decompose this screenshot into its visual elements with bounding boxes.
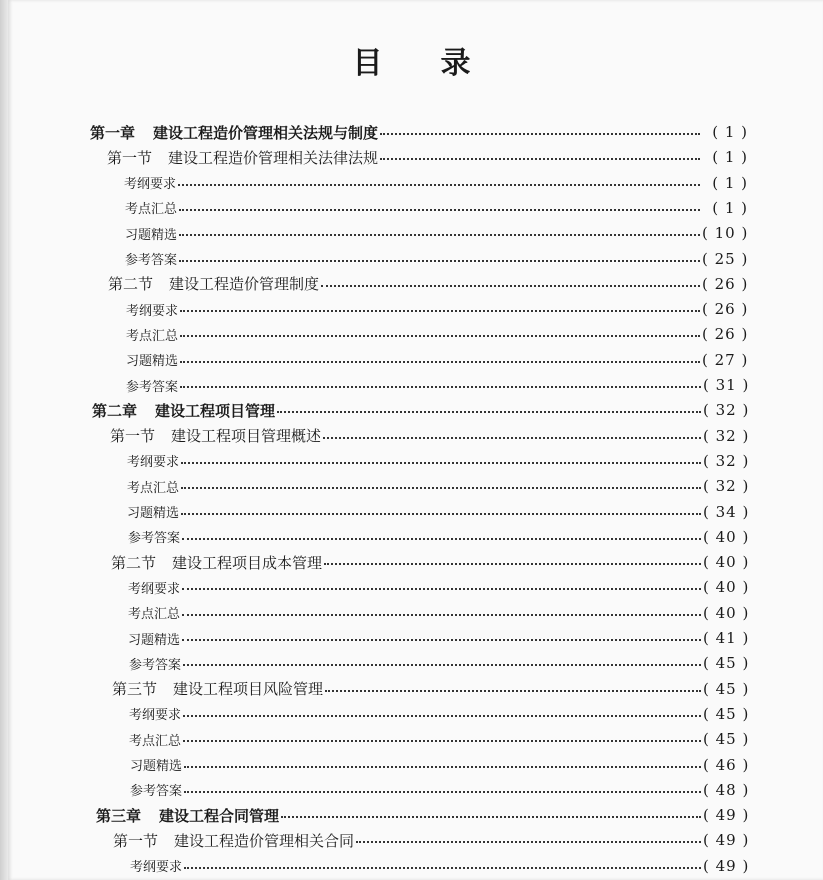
toc-entry-number: 第一节	[113, 831, 159, 850]
toc-entry-number: 第二章	[92, 401, 138, 420]
toc-entry-label	[125, 224, 177, 243]
dot-leader	[323, 437, 701, 439]
toc-entry-title: 参考答案	[125, 253, 178, 268]
dot-leader	[277, 411, 701, 413]
toc-page-number: ( 26 )	[702, 274, 748, 293]
toc-entry-title: 参考答案	[129, 657, 182, 673]
toc-entry-title: 习题精选	[130, 759, 183, 774]
toc-entry-title: 参考答案	[126, 379, 179, 395]
toc-entry-label	[130, 755, 182, 774]
toc-chapter-row	[90, 120, 748, 144]
dot-leader	[321, 285, 700, 287]
toc-chapter-row	[96, 803, 749, 827]
toc-page-number: ( 41 )	[703, 629, 749, 647]
toc-entry-label	[127, 477, 179, 496]
toc-page-number: ( 49 )	[703, 806, 749, 825]
toc-entry-label	[107, 147, 378, 168]
toc-section-row	[107, 145, 748, 169]
toc-entry-title: 习题精选	[127, 506, 180, 521]
toc-entry-label	[113, 830, 354, 851]
toc-entry-title: 考点汇总	[127, 480, 180, 496]
toc-entry-label	[110, 425, 321, 446]
toc-entry-label	[108, 273, 319, 294]
toc-entry-label	[129, 730, 181, 749]
toc-page-number: ( 45 )	[703, 654, 749, 673]
toc-page-number: ( 26 )	[702, 300, 748, 319]
toc-page-number: ( 26 )	[702, 325, 748, 344]
dot-leader	[182, 614, 701, 616]
dot-leader	[184, 791, 701, 793]
toc-entry-label	[127, 451, 179, 470]
toc-entry-title: 建设工程造价管理制度	[169, 275, 320, 294]
toc-entry-title: 建设工程项目成本管理	[172, 553, 323, 572]
toc-entry-label	[126, 376, 178, 395]
toc-page-number: ( 45 )	[703, 679, 749, 698]
toc-entry-title: 考点汇总	[128, 607, 181, 623]
toc-item-row	[128, 575, 749, 599]
dot-leader	[324, 563, 701, 565]
toc-entry-number: 第三节	[112, 680, 158, 699]
toc-page-number: ( 32 )	[703, 426, 749, 445]
toc-item-row	[125, 221, 748, 245]
toc-section-row	[113, 828, 749, 852]
toc-item-row	[130, 753, 749, 777]
dot-leader	[325, 690, 701, 692]
toc-entry-title: 建设工程项目管理概述	[171, 427, 322, 446]
dot-leader	[356, 841, 701, 843]
toc-entry-title: 考纲要求	[129, 708, 182, 724]
dot-leader	[180, 361, 700, 363]
toc-entry-number: 第一节	[107, 148, 153, 167]
toc-item-row	[126, 297, 748, 321]
toc-page-number: ( 40 )	[703, 527, 749, 546]
toc-entry-label	[125, 198, 177, 217]
toc-page-number: ( 48 )	[703, 780, 749, 799]
toc-entry-title: 考纲要求	[127, 455, 180, 471]
toc-entry-label	[92, 400, 275, 421]
toc-entry-label	[126, 325, 178, 344]
toc-item-row	[128, 525, 749, 549]
toc-item-row	[126, 348, 748, 372]
toc-item-row	[126, 322, 748, 346]
toc-entry-title: 考点汇总	[129, 733, 182, 749]
toc-entry-title: 建设工程造价管理相关法规与制度	[153, 123, 379, 142]
toc-entry-title: 习题精选	[128, 632, 181, 648]
toc-entry-title: 习题精选	[126, 354, 179, 370]
dot-leader	[182, 639, 701, 641]
toc-entry-title: 建设工程合同管理	[159, 806, 280, 825]
toc-page-number: ( 45 )	[703, 730, 749, 749]
toc-entry-label	[96, 805, 279, 826]
dot-leader	[183, 740, 701, 742]
dot-leader	[180, 386, 701, 388]
toc-entry-label	[112, 678, 323, 699]
toc-item-row	[127, 474, 749, 498]
toc-item-row	[130, 778, 749, 802]
toc-section-row	[108, 272, 748, 296]
toc-page-number: ( 32 )	[703, 451, 749, 470]
toc-entry-label	[128, 578, 180, 597]
dot-leader	[179, 260, 700, 262]
dot-leader	[179, 209, 700, 211]
toc-page-number: ( 49 )	[703, 856, 749, 875]
toc-item-row	[128, 626, 749, 650]
toc-page-number: ( 1 )	[712, 173, 748, 192]
dot-leader	[380, 158, 700, 160]
toc-entry-title: 考纲要求	[128, 581, 181, 597]
toc-section-row	[110, 424, 749, 448]
toc-page-number: ( 1 )	[712, 198, 748, 217]
toc-entry-title: 参考答案	[128, 531, 181, 547]
toc-item-row	[125, 247, 748, 271]
toc-item-row	[129, 651, 749, 675]
toc-entry-title: 考纲要求	[130, 860, 183, 876]
toc-page-number: ( 32 )	[703, 401, 749, 420]
toc-chapter-row	[92, 398, 749, 422]
toc-item-row	[127, 449, 749, 473]
dot-leader	[183, 715, 701, 717]
dot-leader	[178, 184, 700, 186]
toc-entry-title: 建设工程项目管理	[155, 401, 276, 420]
book-binding	[0, 0, 8, 880]
toc-entry-title: 考纲要求	[126, 303, 179, 319]
toc-page-number: ( 25 )	[702, 249, 748, 268]
toc-page-number: ( 27 )	[702, 350, 748, 369]
dot-leader	[281, 816, 701, 818]
toc-entry-number: 第一章	[90, 123, 136, 142]
toc-page-number: ( 40 )	[703, 603, 749, 622]
toc-page-number: ( 40 )	[703, 578, 749, 597]
dot-leader	[180, 310, 700, 312]
toc-entry-label	[125, 249, 177, 268]
toc-item-row	[130, 854, 749, 878]
toc-entry-label	[129, 654, 181, 673]
toc-page-number: ( 1 )	[712, 148, 748, 167]
toc-page-number: ( 49 )	[703, 831, 749, 850]
toc-section-row	[111, 550, 749, 574]
toc-page-number: ( 10 )	[702, 224, 748, 243]
toc-entry-label	[126, 300, 178, 319]
dot-leader	[380, 133, 700, 135]
title-char-1: 目	[352, 46, 383, 81]
toc-page-number: ( 40 )	[703, 553, 749, 572]
toc-item-row	[125, 196, 748, 220]
dot-leader	[184, 867, 701, 869]
dot-leader	[182, 538, 701, 540]
toc-entry-label	[127, 502, 179, 521]
dot-leader	[181, 462, 701, 464]
toc-entry-label	[130, 856, 182, 875]
toc-entry-title: 考纲要求	[124, 177, 177, 193]
toc-entry-label	[130, 780, 182, 799]
toc-section-row	[112, 677, 749, 701]
toc-entry-number: 第一节	[110, 427, 156, 446]
toc-page-number: ( 1 )	[712, 123, 748, 141]
toc-entry-label	[111, 552, 322, 573]
toc-page-number: ( 45 )	[703, 704, 749, 723]
toc-entry-number: 第三章	[96, 806, 142, 825]
toc-entry-label	[128, 603, 180, 622]
dot-leader	[183, 664, 701, 666]
toc-item-row	[129, 727, 749, 751]
dot-leader	[181, 487, 701, 489]
toc-entry-title: 参考答案	[130, 784, 183, 800]
toc-entry-label	[124, 173, 176, 192]
toc-item-row	[127, 500, 749, 524]
toc-page-number: ( 34 )	[703, 502, 749, 521]
toc-item-row	[124, 171, 748, 195]
toc-item-row	[126, 373, 749, 397]
dot-leader	[184, 766, 701, 768]
dot-leader	[182, 588, 701, 590]
dot-leader	[179, 234, 700, 236]
toc-entry-number: 第二节	[108, 275, 154, 294]
toc-entry-title: 建设工程造价管理相关法律法规	[168, 148, 379, 167]
toc-entry-label	[90, 122, 378, 143]
dot-leader	[181, 513, 701, 515]
dot-leader	[180, 335, 700, 337]
toc-page-number: ( 46 )	[703, 755, 749, 774]
toc-item-row	[128, 601, 749, 625]
toc-entry-label	[128, 629, 180, 648]
toc-entry-title: 建设工程项目风险管理	[173, 680, 324, 699]
toc-item-row	[129, 702, 749, 726]
toc-entry-title: 考点汇总	[125, 202, 178, 218]
title-char-2: 录	[440, 46, 471, 81]
toc-entry-label	[129, 704, 181, 723]
toc-entry-title: 考点汇总	[126, 328, 179, 344]
toc-page-number: ( 31 )	[703, 376, 749, 394]
toc-page-number: ( 32 )	[703, 477, 749, 496]
toc-entry-label	[128, 527, 180, 546]
toc-entry-title: 习题精选	[125, 227, 178, 243]
toc-entry-title: 建设工程造价管理相关合同	[174, 831, 355, 850]
page-title	[0, 38, 823, 82]
toc-entry-label	[126, 350, 178, 369]
toc-entry-number: 第二节	[111, 553, 157, 572]
